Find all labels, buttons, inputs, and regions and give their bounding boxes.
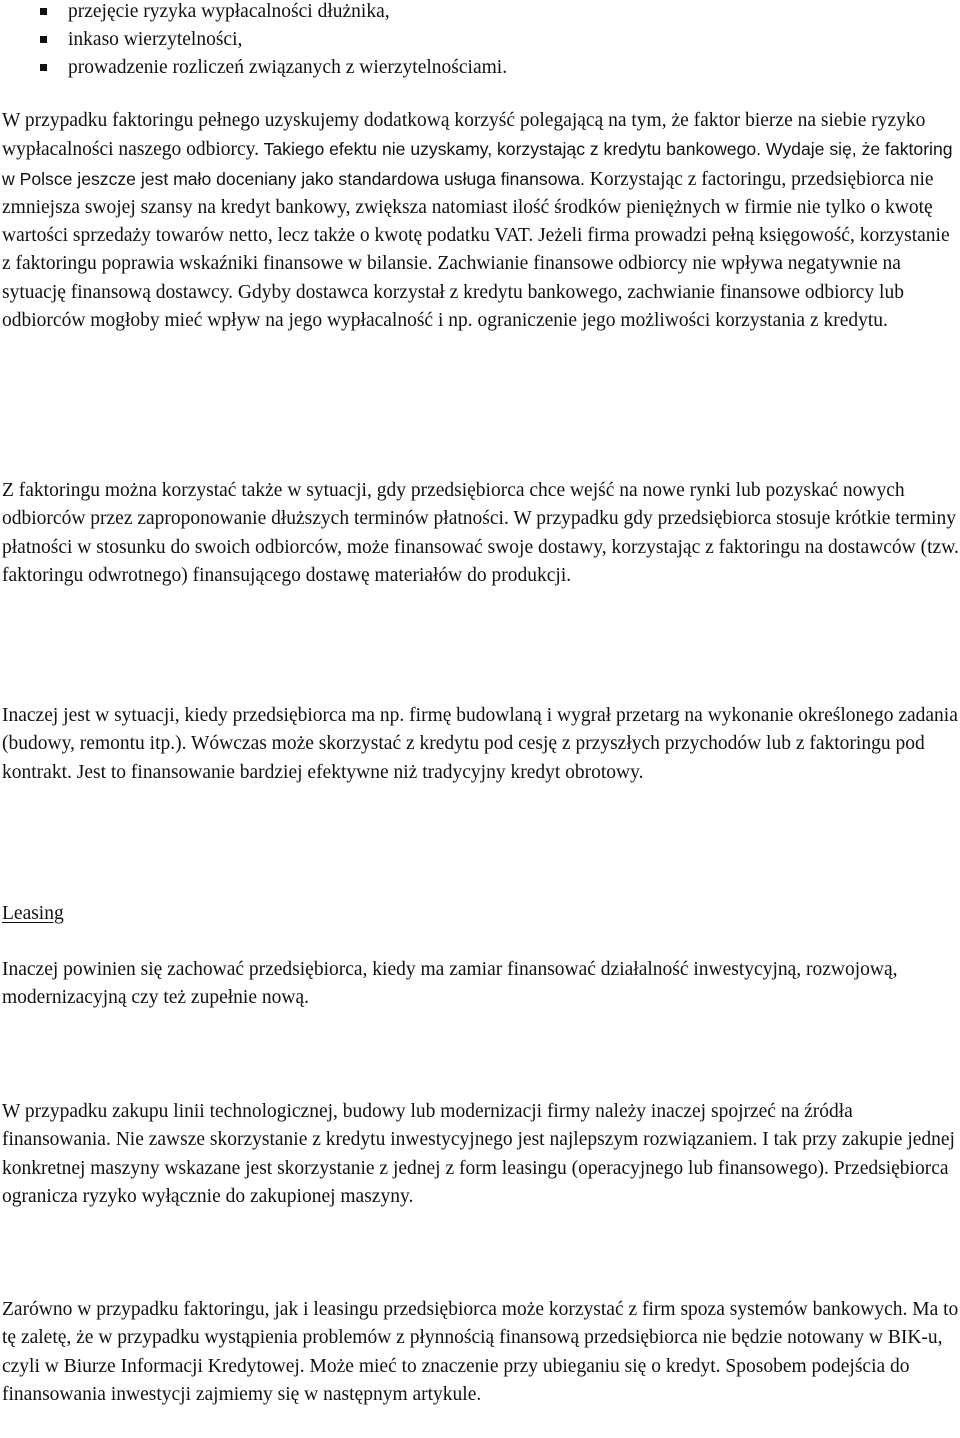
section-heading-leasing: Leasing	[2, 903, 64, 924]
paragraph-construction-contract: Inaczej jest w sytuacji, kiedy przedsiębiorca ma np. firmę budowlaną i wygrał przetarg na wykonanie określonego zadania (budowy, remontu itp.). Wówczas może skorzystać z kredytu pod cesję z przyszłych przychodów lub z faktoringu pod kontrakt. Jest to finansowanie bardziej efektywne niż tradycyjny kredyt obrotowy.	[2, 705, 958, 783]
square-bullet-icon	[40, 8, 47, 15]
square-bullet-icon	[40, 64, 47, 71]
paragraph-text-sans: Takiego efektu nie uzyskamy, korzystając z kredytu bankowego. Wydaje się, że faktoring w Polsce jeszcze jest mało doceniany jako standardowa usługa finansowa.	[2, 139, 953, 189]
bullet-list	[40, 0, 940, 82]
list-item-text: przejęcie ryzyka wypłacalności dłużnika,	[68, 1, 390, 22]
square-bullet-icon	[40, 36, 47, 43]
paragraph-investment: Inaczej powinien się zachować przedsiębiorca, kiedy ma zamiar finansować działalność inwestycyjną, rozwojową, modernizacyjną czy też zupełnie nową.	[2, 959, 898, 1009]
list-item	[40, 54, 940, 82]
paragraph-text: Korzystając z factoringu, przedsiębiorca nie zmniejsza swojej szansy na kredyt bankowy, zwiększa natomiast ilość środków pieniężnych w firmie nie tylko o kwotę wartości sprzedaży towarów netto, lecz także o kwotę podatku VAT. Jeżeli firma prowadzi pełną księgowość, korzystanie z faktoringu poprawia wskaźniki finansowe w bilansie. Zachwianie finansowe odbiorcy nie wpływa negatywnie na sytuację finansową dostawcy. Gdyby dostawca korzystał z kredytu bankowego, zachwianie finansowe odbiorcy lub odbiorców mogłoby mieć wpływ na jego wypłacalność i np. ograniczenie jego możliwości korzystania z kredytu.	[2, 168, 950, 332]
paragraph-non-bank-firms: Zarówno w przypadku faktoringu, jak i leasingu przedsiębiorca może korzystać z firm spoza systemów bankowych. Ma to tę zaletę, że w przypadku wystąpienia problemów z płynnością finansową przedsiębiorca nie będzie notowany w BIK-u, czyli w Biurze Informacji Kredytowej. Może mieć to znaczenie przy ubieganiu się o kredyt. Sposobem podejścia do finansowania inwestycji zajmiemy się w następnym artykule.	[2, 1299, 959, 1405]
list-item	[40, 0, 940, 26]
list-item-text: prowadzenie rozliczeń związanych z wierzytelnościami.	[68, 57, 508, 78]
paragraph-new-markets: Z faktoringu można korzystać także w sytuacji, gdy przedsiębiorca chce wejść na nowe rynki lub pozyskać nowych odbiorców przez zaproponowanie dłuższych terminów płatności. W przypadku gdy przedsiębiorca stosuje krótkie terminy płatności w stosunku do swoich odbiorców, może finansować swoje dostawy, korzystając z faktoringu na dostawców (tzw. faktoringu odwrotnego) finansującego dostawę materiałów do produkcji.	[2, 480, 959, 586]
paragraph-text: W przypadku faktoringu pełnego uzyskujemy dodatkową korzyść polegającą na tym, że faktor bierze na siebie ryzyko wypłacalności naszego odbiorcy.	[2, 110, 926, 161]
list-item	[40, 26, 940, 54]
paragraph-technology-line: W przypadku zakupu linii technologicznej, budowy lub modernizacji firmy należy inaczej spojrzeć na źródła finansowania. Nie zawsze skorzystanie z kredytu inwestycyjnego jest najlepszym rozwiązaniem. I tak przy zakupie jednej konkretnej maszyny wskazane jest skorzystanie z jednej z form leasingu (operacyjnego lub finansowego). Przedsiębiorca ogranicza ryzyko wyłącznie do zakupionej maszyny.	[2, 1101, 955, 1207]
list-item-text: inkaso wierzytelności,	[68, 29, 243, 50]
paragraph-factoring-benefits	[2, 107, 960, 335]
